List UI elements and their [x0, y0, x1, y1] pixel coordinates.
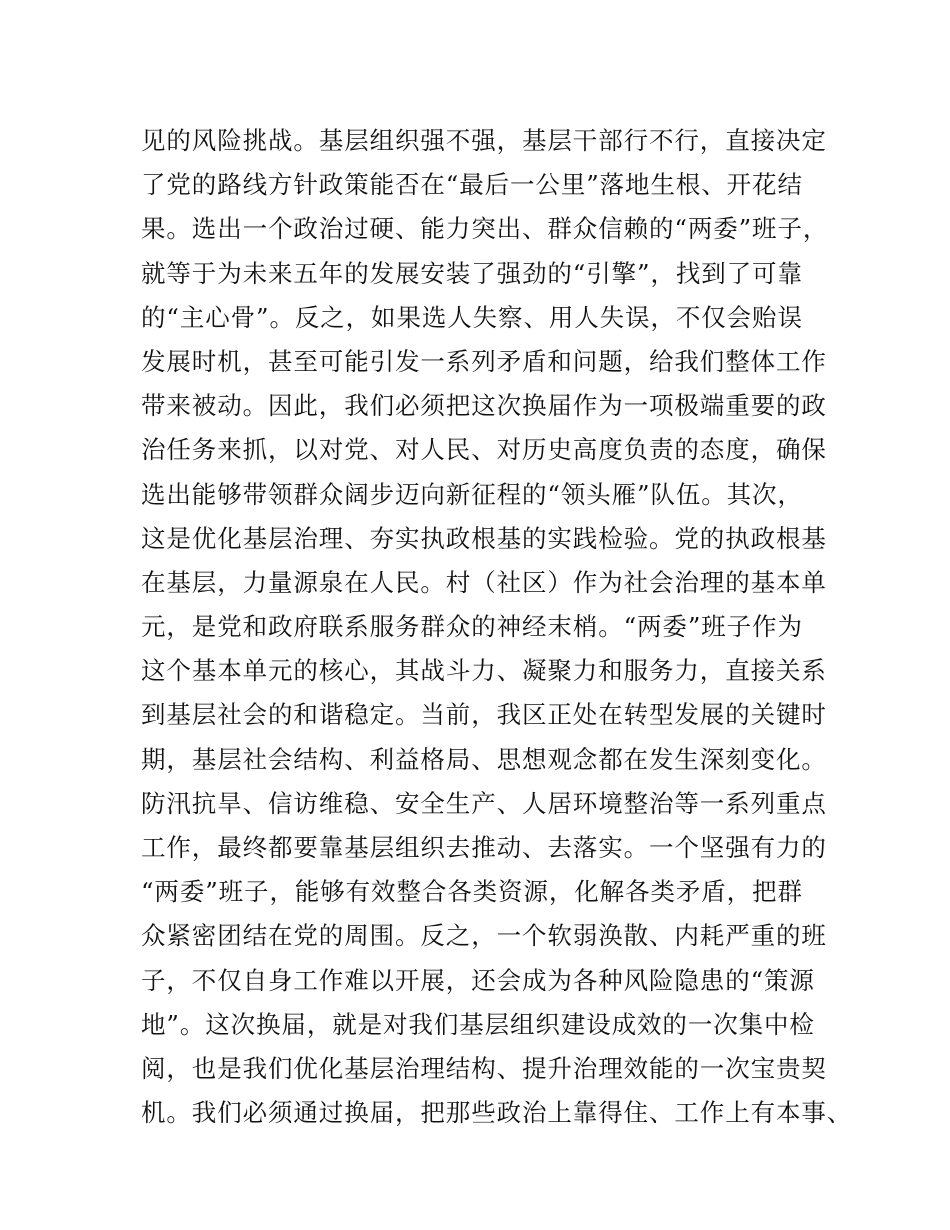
text-line: 子，不仅自身工作难以开展，还会成为各种风险隐患的“策源 — [141, 965, 815, 995]
text-line: 的“主心骨”。反之，如果选人失察、用人失误，不仅会贻误 — [141, 302, 803, 332]
body-text — [141, 119, 853, 1135]
text-line: 带来被动。因此，我们必须把这次换届作为一项极端重要的政 — [141, 391, 827, 421]
text-line: 选出能够带领群众阔步迈向新征程的“领头雁”队伍。其次， — [141, 479, 803, 509]
text-line: 就等于为未来五年的发展安装了强劲的“引擎”，找到了可靠 — [141, 258, 803, 288]
text-line: 见的风险挑战。基层组织强不强，基层干部行不行，直接决定 — [141, 126, 827, 155]
text-line: 机。我们必须通过换届，把那些政治上靠得住、工作上有本事、 — [141, 1098, 853, 1128]
text-line: 众紧密团结在党的周围。反之，一个软弱涣散、内耗严重的班 — [141, 921, 827, 951]
text-line: 阅，也是我们优化基层治理结构、提升治理效能的一次宝贵契 — [141, 1053, 827, 1083]
text-line: “两委”班子，能够有效整合各类资源，化解各类矛盾，把群 — [141, 877, 803, 907]
text-line: 了党的路线方针政策能否在“最后一公里”落地生根、开花结 — [141, 170, 803, 200]
text-line: 这是优化基层治理、夯实执政根基的实践检验。党的执政根基 — [141, 523, 827, 553]
text-line: 防汛抗旱、信访维稳、安全生产、人居环境整治等一系列重点 — [141, 788, 827, 818]
text-line: 这个基本单元的核心，其战斗力、凝聚力和服务力，直接关系 — [141, 656, 827, 686]
text-line: 果。选出一个政治过硬、能力突出、群众信赖的“两委”班子， — [141, 214, 829, 244]
text-line: 地”。这次换届，就是对我们基层组织建设成效的一次集中检 — [141, 1009, 815, 1039]
text-line: 到基层社会的和谐稳定。当前，我区正处在转型发展的关键时 — [141, 700, 827, 730]
text-line: 发展时机，甚至可能引发一系列矛盾和问题，给我们整体工作 — [141, 346, 827, 376]
text-line: 工作，最终都要靠基层组织去推动、去落实。一个坚强有力的 — [141, 833, 827, 862]
text-line: 元，是党和政府联系服务群众的神经末梢。“两委”班子作为 — [141, 612, 803, 642]
text-line: 治任务来抓，以对党、对人民、对历史高度负责的态度，确保 — [141, 435, 827, 465]
text-line: 在基层，力量源泉在人民。村（社区）作为社会治理的基本单 — [141, 567, 827, 597]
text-line: 期，基层社会结构、利益格局、思想观念都在发生深刻变化。 — [141, 744, 827, 774]
